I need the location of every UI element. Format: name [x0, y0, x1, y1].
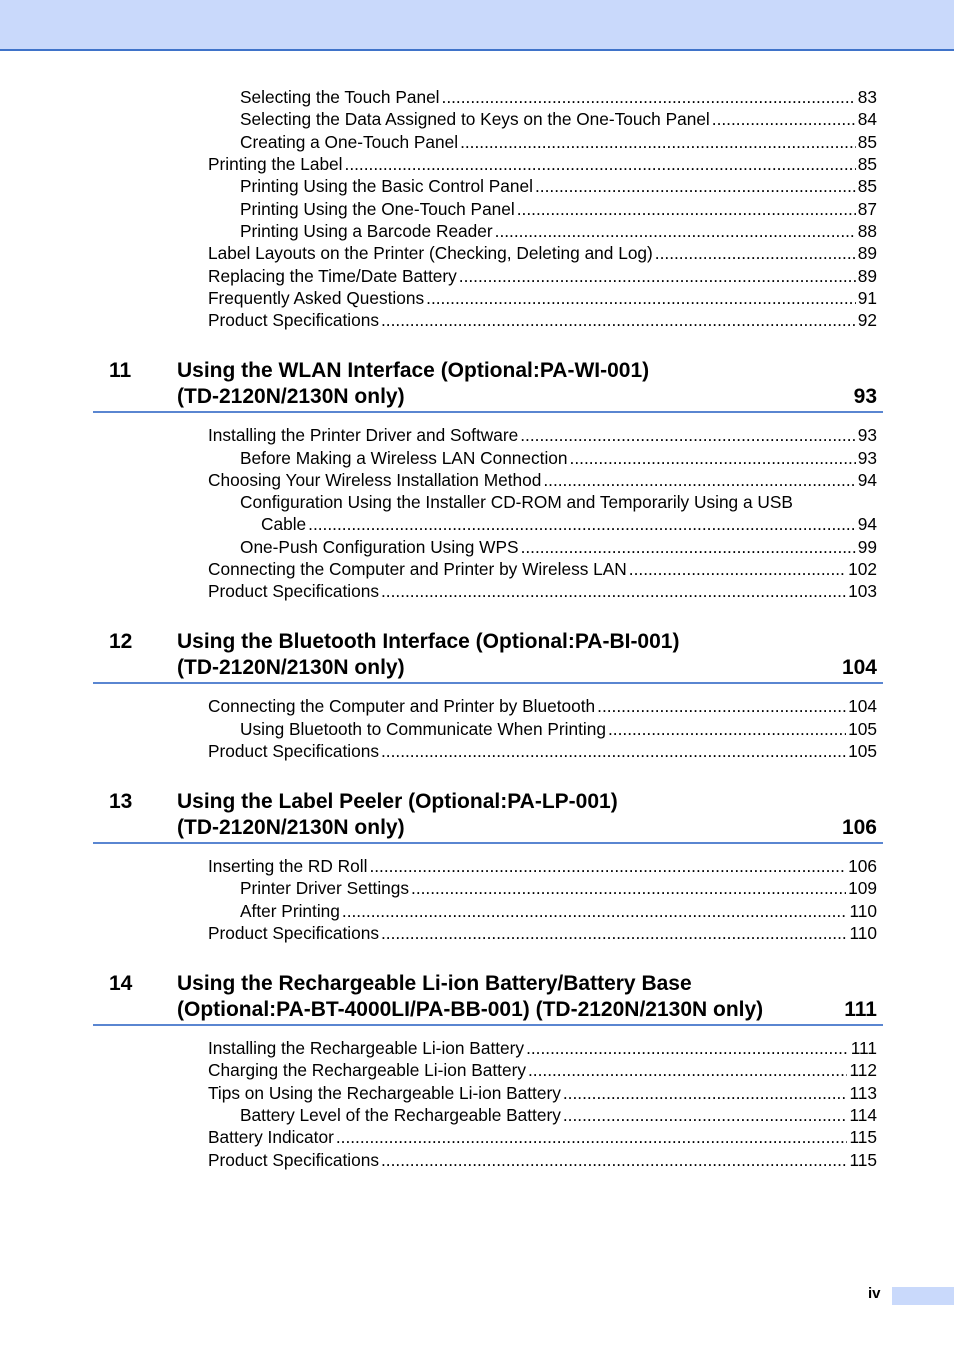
- chapter-title: (TD-2120N/2130N only): [177, 385, 405, 408]
- toc-entry-page: 93: [857, 425, 877, 445]
- chapter-title: Using the Rechargeable Li-ion Battery/Battery Base: [177, 972, 692, 995]
- toc-entry-title: After Printing: [240, 901, 340, 921]
- toc-entry[interactable]: [240, 86, 877, 108]
- toc-entry-title: Battery Indicator: [208, 1127, 334, 1147]
- toc-entry-page: 91: [857, 288, 877, 308]
- toc-entry-title: Product Specifications: [208, 923, 379, 943]
- leader-dots: [597, 695, 846, 717]
- toc-entry-title: Connecting the Computer and Printer by Bluetooth: [208, 696, 596, 716]
- leader-dots: [411, 877, 846, 899]
- toc-entry[interactable]: [240, 131, 877, 153]
- toc-entry-page: 89: [857, 243, 877, 263]
- toc-entry-title: Label Layouts on the Printer (Checking, Deleting and Log): [208, 243, 653, 263]
- chapter-number: 14: [109, 972, 133, 995]
- toc-entry-page: 110: [849, 923, 877, 943]
- leader-dots: [528, 1059, 847, 1081]
- leader-dots: [521, 536, 856, 558]
- toc-entry-title: Frequently Asked Questions: [208, 288, 425, 308]
- toc-entry-page: 110: [849, 901, 877, 921]
- header-band: [0, 0, 954, 51]
- chapter-heading[interactable]: [93, 358, 883, 413]
- toc-entry[interactable]: [208, 1082, 877, 1104]
- toc-entry-title: Installing the Rechargeable Li-ion Battery: [208, 1038, 525, 1058]
- leader-dots: [608, 718, 846, 740]
- toc-entry[interactable]: [208, 922, 877, 944]
- leader-dots: [381, 922, 847, 944]
- toc-entry[interactable]: [208, 469, 877, 491]
- leader-dots: [381, 740, 846, 762]
- chapter-number: 11: [109, 359, 132, 382]
- leader-dots: [563, 1104, 848, 1126]
- toc-entry-title: Printing Using a Barcode Reader: [240, 221, 493, 241]
- toc-entry-title: Charging the Rechargeable Li-ion Battery: [208, 1060, 526, 1080]
- toc-entry[interactable]: [208, 309, 877, 331]
- leader-dots: [570, 447, 856, 469]
- toc-entry[interactable]: [208, 580, 877, 602]
- toc-entry-title: Battery Level of the Rechargeable Battery: [240, 1105, 561, 1125]
- toc-entry-page: 109: [848, 878, 877, 898]
- chapter-page: 104: [841, 656, 877, 679]
- leader-dots: [345, 153, 856, 175]
- toc-entry-title: Product Specifications: [208, 310, 379, 330]
- toc-entry-title: One-Push Configuration Using WPS: [240, 537, 519, 557]
- toc-entry[interactable]: [208, 558, 877, 580]
- toc-entry[interactable]: [240, 1104, 877, 1126]
- chapter-heading[interactable]: [93, 789, 883, 844]
- leader-dots: [563, 1082, 848, 1104]
- toc-entry-title: Configuration Using the Installer CD-ROM and Temporarily Using a USB: [240, 492, 793, 512]
- toc-entry[interactable]: [208, 1059, 877, 1081]
- toc-entry-page: 115: [849, 1150, 877, 1170]
- toc-entry-page: 106: [848, 856, 877, 876]
- toc-entry-page: 92: [857, 310, 877, 330]
- leader-dots: [520, 424, 856, 446]
- leader-dots: [655, 242, 856, 264]
- toc-entry[interactable]: [208, 855, 877, 877]
- toc-entry[interactable]: [240, 447, 877, 469]
- toc-entry-page: 83: [857, 87, 877, 107]
- leader-dots: [495, 220, 856, 242]
- toc-entry-page: 85: [857, 154, 877, 174]
- footer-tab: [892, 1287, 954, 1305]
- toc-entry-page: 87: [857, 199, 877, 219]
- toc-entry-page: 94: [857, 470, 877, 490]
- leader-dots: [460, 131, 856, 153]
- toc-entry-title-cont: Cable: [261, 514, 307, 534]
- leader-dots: [381, 309, 856, 331]
- chapter-heading[interactable]: [93, 629, 883, 684]
- toc-entry[interactable]: [208, 265, 877, 287]
- toc-entry[interactable]: [208, 424, 877, 446]
- chapter-title: Using the Bluetooth Interface (Optional:PA-BI-001): [177, 630, 680, 653]
- toc-entry-page: 104: [848, 696, 877, 716]
- toc-entry[interactable]: [240, 175, 877, 197]
- leader-dots: [535, 175, 856, 197]
- toc-entry-page: 102: [848, 559, 877, 579]
- toc-entry[interactable]: [208, 1126, 877, 1148]
- chapter-title: (Optional:PA-BT-4000LI/PA-BB-001) (TD-2120N/2130N only): [177, 998, 764, 1021]
- toc-entry[interactable]: [240, 536, 877, 558]
- toc-entry-page: 103: [848, 581, 877, 601]
- toc-entry-title: Printing Using the Basic Control Panel: [240, 176, 533, 196]
- chapter-title: Using the Label Peeler (Optional:PA-LP-001): [177, 790, 618, 813]
- toc-entry-title: Inserting the RD Roll: [208, 856, 368, 876]
- toc-entry[interactable]: [208, 1149, 877, 1171]
- leader-dots: [369, 855, 846, 877]
- leader-dots: [517, 198, 856, 220]
- toc-entry-page: 85: [857, 132, 877, 152]
- leader-dots: [381, 580, 846, 602]
- toc-entry-page: 88: [857, 221, 877, 241]
- leader-dots: [526, 1037, 849, 1059]
- toc-entry-title: Tips on Using the Rechargeable Li-ion Battery: [208, 1083, 561, 1103]
- toc-entry-title: Printer Driver Settings: [240, 878, 410, 898]
- toc-entry[interactable]: [240, 108, 877, 130]
- toc-entry-page: 84: [857, 109, 877, 129]
- toc-entry-page: 115: [849, 1127, 877, 1147]
- toc-entry-title: Selecting the Data Assigned to Keys on the One-Touch Panel: [240, 109, 710, 129]
- toc-entry[interactable]: [240, 220, 877, 242]
- toc-entry-page: 89: [857, 266, 877, 286]
- leader-dots: [381, 1149, 847, 1171]
- toc-entry-page: 113: [849, 1083, 877, 1103]
- chapter-title: (TD-2120N/2130N only): [177, 816, 405, 839]
- chapter-page: 93: [853, 385, 877, 408]
- toc-entry-title: Before Making a Wireless LAN Connection: [240, 448, 568, 468]
- leader-dots: [308, 513, 856, 535]
- toc-entry-title: Replacing the Time/Date Battery: [208, 266, 457, 286]
- chapter-page: 111: [844, 998, 877, 1021]
- toc-entry-page: 112: [849, 1060, 877, 1080]
- chapter-heading[interactable]: [93, 971, 883, 1026]
- toc-entry-title: Product Specifications: [208, 581, 379, 601]
- toc-entry-wrapped[interactable]: [0, 491, 954, 513]
- toc-entry-title: Selecting the Touch Panel: [240, 87, 440, 107]
- chapter-number: 13: [109, 790, 133, 813]
- toc-entry[interactable]: [240, 198, 877, 220]
- toc-entry[interactable]: [240, 900, 877, 922]
- toc-entry-title: Installing the Printer Driver and Software: [208, 425, 519, 445]
- toc-entry-title: Using Bluetooth to Communicate When Printing: [240, 719, 606, 739]
- toc-entry-page: 114: [849, 1105, 877, 1125]
- toc-entry[interactable]: [240, 877, 877, 899]
- toc-entry[interactable]: [240, 718, 877, 740]
- toc-entry-title: Printing the Label: [208, 154, 343, 174]
- toc-entry[interactable]: [208, 740, 877, 762]
- chapter-title: (TD-2120N/2130N only): [177, 656, 405, 679]
- leader-dots: [336, 1126, 848, 1148]
- toc-entry[interactable]: [208, 242, 877, 264]
- toc-entry[interactable]: [208, 153, 877, 175]
- toc-entry-title: Choosing Your Wireless Installation Method: [208, 470, 542, 490]
- toc-entry-title: Creating a One-Touch Panel: [240, 132, 459, 152]
- toc-entry-title: Printing Using the One-Touch Panel: [240, 199, 515, 219]
- chapter-number: 12: [109, 630, 133, 653]
- toc-entry[interactable]: [208, 1037, 877, 1059]
- toc-entry-page: 105: [848, 719, 877, 739]
- toc-entry-title: Product Specifications: [208, 1150, 379, 1170]
- toc-entry-page: 105: [848, 741, 877, 761]
- leader-dots: [342, 900, 848, 922]
- leader-dots: [426, 287, 856, 309]
- toc-entry-title: Connecting the Computer and Printer by Wireless LAN: [208, 559, 627, 579]
- toc-entry-title: Product Specifications: [208, 741, 379, 761]
- leader-dots: [629, 558, 846, 580]
- chapter-page: 106: [841, 816, 877, 839]
- toc-entry-page: 93: [857, 448, 877, 468]
- leader-dots: [543, 469, 855, 491]
- toc-entry[interactable]: [208, 695, 877, 717]
- leader-dots: [459, 265, 856, 287]
- toc-entry-page: 85: [857, 176, 877, 196]
- leader-dots: [712, 108, 856, 130]
- toc-entry[interactable]: [261, 513, 877, 535]
- toc-entry-page: 99: [857, 537, 877, 557]
- toc-entry-page: 94: [857, 514, 877, 534]
- chapter-title: Using the WLAN Interface (Optional:PA-WI-001): [177, 359, 650, 382]
- toc-entry-page: 111: [850, 1038, 877, 1058]
- page-number: iv: [868, 1285, 881, 1302]
- leader-dots: [442, 86, 856, 108]
- toc-entry[interactable]: [208, 287, 877, 309]
